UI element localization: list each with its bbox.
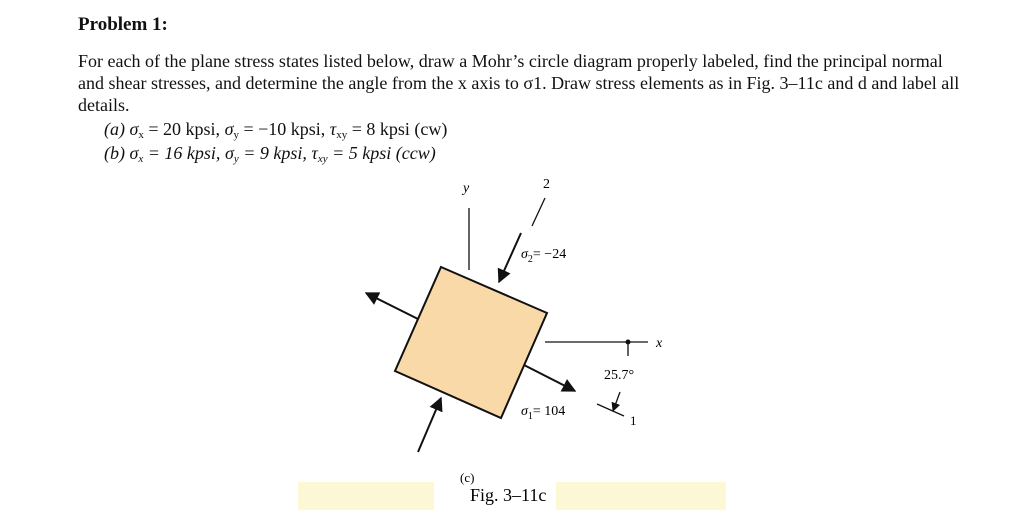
case-b-sy-value: = 9 kpsi, — [243, 143, 307, 163]
figure-caption: Fig. 3–11c — [470, 485, 547, 505]
axis-2-line — [532, 198, 545, 226]
page-title: Problem 1: — [78, 14, 168, 35]
case-a-sx-value: = 20 kpsi, — [148, 119, 221, 139]
case-b-txy-sub: xy — [317, 153, 328, 165]
sigma1-arrow — [524, 365, 575, 391]
case-a-sy-value: = −10 kpsi, — [243, 119, 326, 139]
axis-1-label: 1 — [630, 413, 637, 428]
case-a-label: (a) — [104, 119, 125, 139]
case-a-sy-sub: y — [233, 129, 239, 141]
case-a-txy-value: = 8 kpsi (cw) — [351, 119, 448, 139]
case-b-sx-sub: x — [138, 153, 144, 165]
case-b-label: (b) — [104, 143, 125, 163]
x-axis-label: x — [656, 336, 663, 351]
sigma2-arrow — [499, 233, 521, 282]
problem-statement: For each of the plane stress states listed below, draw a Mohr’s circle diagram properly labeled, find the principal normal and shear stresses, and determine the angle from the x axis to σ1. Draw stress elements as in Fig. 3–11c and d and label all details. — [78, 51, 960, 115]
case-a-sx-sub: x — [138, 129, 144, 141]
sigma2-label: $\sigma_2= -24$ — [521, 247, 567, 265]
left-arrow — [366, 293, 418, 319]
y-axis-label: y — [463, 181, 470, 196]
case-b: (b) $\sigma_x = 16$ kpsi, $\sigma_y = 9$ kpsi, $\tau_{xy} = 5$ kpsi (ccw) — [104, 143, 436, 165]
figure-part-label: (c) — [460, 470, 475, 485]
bottom-arrow — [418, 398, 441, 452]
case-b-txy-value: = 5 kpsi (ccw) — [332, 143, 436, 163]
axis-1-line — [597, 404, 624, 416]
case-a: (a) $\sigma_x = 20$ kpsi, $\sigma_y = -10$ kpsi, $\tau_{xy} = 8$ kpsi (cw) — [104, 119, 448, 141]
angle-arrow — [613, 392, 620, 411]
case-b-sy-sub: y — [233, 153, 239, 165]
case-a-txy-sub: xy — [336, 129, 348, 141]
sigma1-label: $\sigma_1= 104$ — [521, 404, 566, 422]
axis-2-label: 2 — [543, 177, 550, 192]
angle-label: 25.7° — [604, 368, 635, 383]
case-b-sx-value: = 16 kpsi, — [147, 143, 221, 163]
stress-element — [395, 267, 547, 418]
